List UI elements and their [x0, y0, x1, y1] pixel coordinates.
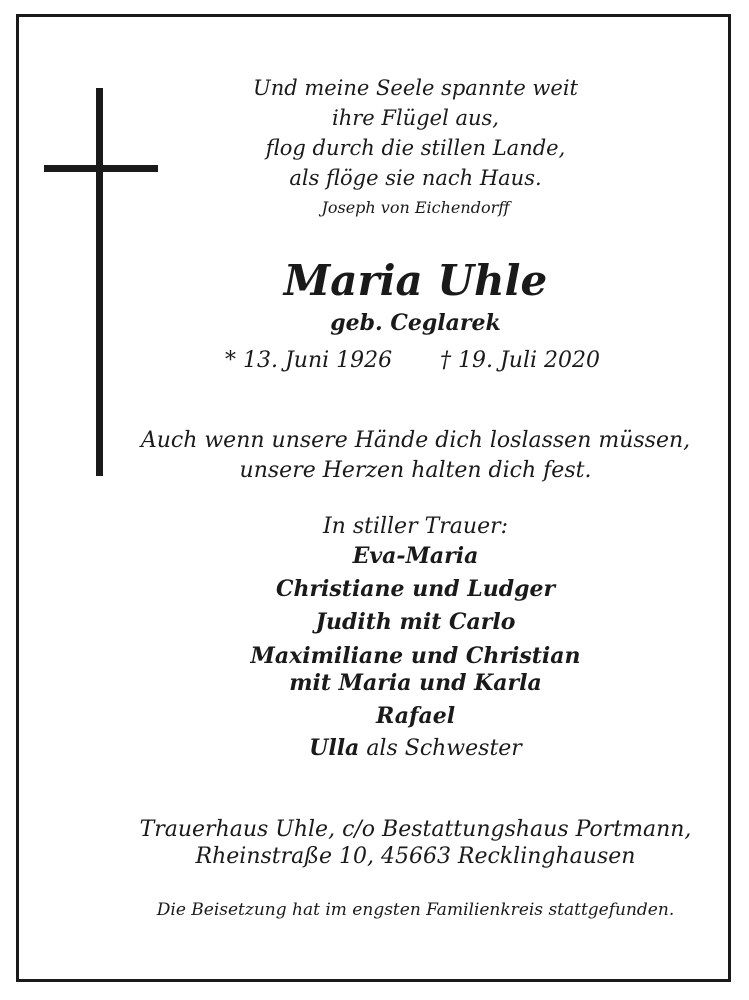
- mourner-name: Christiane und Ludger: [275, 576, 556, 602]
- mourner-last: [41, 735, 749, 761]
- poem-line: Und meine Seele spannte weit: [253, 76, 578, 100]
- mourner-name: Maximiliane und Christian: [250, 643, 581, 669]
- poem-line: als flöge sie nach Haus.: [289, 166, 542, 190]
- birth-date: * 13. Juni 1926: [225, 348, 393, 373]
- deceased-name: Maria Uhle: [283, 256, 548, 305]
- mourner-name: Eva-Maria: [352, 543, 479, 569]
- address-line: Trauerhaus Uhle, c/o Bestattungshaus Portmann,: [139, 817, 692, 842]
- poem-author: Joseph von Eichendorff: [321, 198, 510, 217]
- burial-note: Die Beisetzung hat im engsten Familienkreis stattgefunden.: [156, 900, 675, 920]
- mourner-last-name: Ulla: [309, 735, 360, 761]
- address-line: Rheinstraße 10, 45663 Recklinghausen: [195, 844, 636, 869]
- quote-line: Auch wenn unsere Hände dich loslassen müssen,: [140, 428, 691, 453]
- quote-line: unsere Herzen halten dich fest.: [239, 458, 592, 483]
- mourner-last-suffix: als Schwester: [366, 736, 522, 761]
- mourner-name: mit Maria und Karla: [289, 670, 542, 696]
- birth-name: geb. Ceglarek: [330, 310, 501, 336]
- mourner-name: Rafael: [375, 703, 456, 729]
- mourners-intro: In stiller Trauer:: [322, 514, 509, 539]
- poem-line: ihre Flügel aus,: [332, 106, 499, 130]
- mourner-name: Judith mit Carlo: [315, 609, 516, 635]
- death-date: † 19. Juli 2020: [440, 348, 601, 373]
- poem-line: flog durch die stillen Lande,: [265, 136, 566, 160]
